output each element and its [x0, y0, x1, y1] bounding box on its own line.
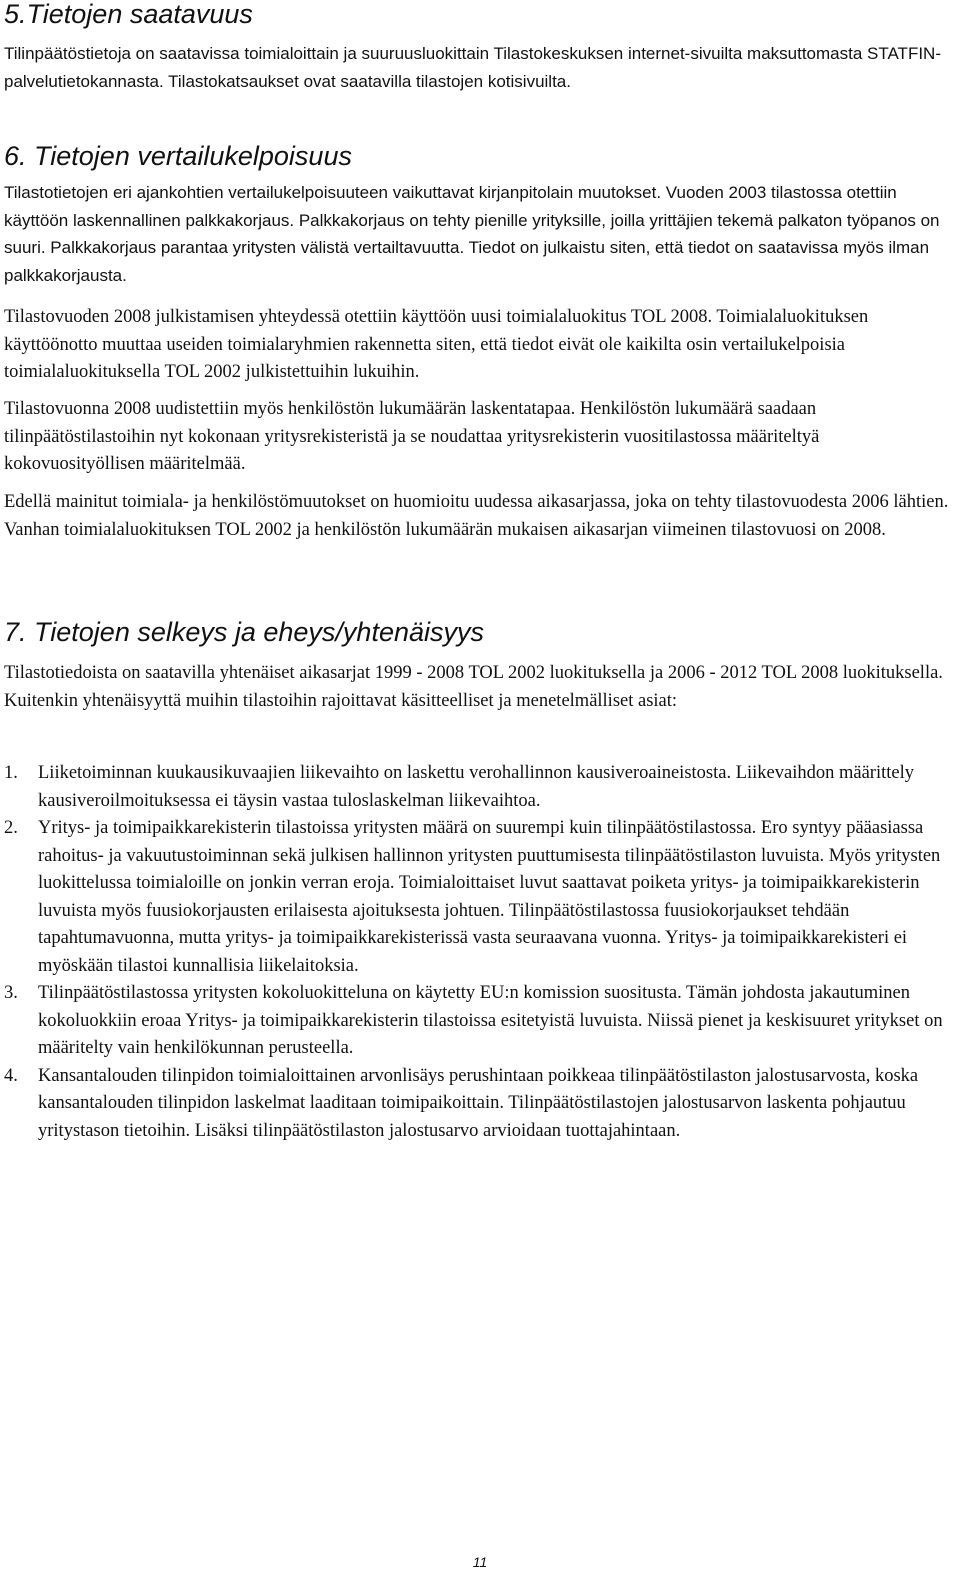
list-item-number: 2. [4, 818, 18, 838]
section-6-paragraph-2: Tilastovuoden 2008 julkistamisen yhteydessä otettiin käyttöön uusi toimialaluokitus TOL 2008. Toimialaluokituksen käyttöönotto muuttaa useiden toimialaryhmien rakennetta siten, että tiedot eivät ole kaikilta osin vertailukelpoisia toimialaluokituksella TOL 2002 julkistettuihin lukuihin. [4, 307, 869, 382]
section-5-paragraph: Tilinpäätöstietoja on saatavissa toimialoittain ja suuruusluokittain Tilastokeskuksen internet-sivuilta maksuttomasta STATFIN-palvelutietokannasta. Tilastokatsaukset ovat saatavilla tilastojen kotisivuilta. [4, 44, 941, 91]
list-item-number: 4. [4, 1065, 18, 1086]
comparability-issues-list [4, 760, 956, 1145]
page-number: 11 [472, 1554, 488, 1570]
list-item-number: 1. [4, 763, 18, 783]
list-item-text: Kansantalouden tilinpidon toimialoittainen arvonlisäys perushintaan poikkeaa tilinpäätöstilaston jalostusarvosta, koska kansantalouden tilinpidon laskelmat laaditaan toimipaikoittain. Tilinpäätöstilastojen jalostusarvon laskenta pohjautuu yritystason tietoihin. Lisäksi tilinpäätöstilaston jalostusarvo arvioidaan tuottajahintaan. [38, 1065, 919, 1141]
section-6-paragraph-1: Tilastotietojen eri ajankohtien vertailukelpoisuuteen vaikuttavat kirjanpitolain muutokset. Vuoden 2003 tilastossa otettiin käyttöön laskennallinen palkkakorjaus. Palkkakorjaus on tehty pienille yrityksille, joilla yrittäjien tekemä palkaton työpanos on suuri. Palkkakorjaus parantaa yritysten välistä vertailtavuutta. Tiedot on julkaistu siten, että tiedot on saatavissa myös ilman palkkakorjausta. [4, 183, 940, 285]
list-item [4, 815, 956, 980]
list-item-text: Tilinpäätöstilastossa yritysten kokoluokitteluna on käytetty EU:n komission suositusta. Tämän johdosta jakautuminen kokoluokkiin eroaa Yritys- ja toimipaikkarekisterin tilastoissa esitetyistä luvuista. Niissä pienet ja keskisuuret yritykset on määritelty vain henkilökunnan perusteella. [38, 983, 943, 1058]
section-6-paragraph-4: Edellä mainitut toimiala- ja henkilöstömuutokset on huomioitu uudessa aikasarjassa, joka on tehty tilastovuodesta 2006 lähtien. Vanhan toimialaluokituksen TOL 2002 ja henkilöstön lukumäärän mukaisen aikasarjan viimeinen tilastovuosi on 2008. [4, 492, 949, 540]
list-item [4, 1063, 956, 1146]
section-7-heading: 7. Tietojen selkeys ja eheys/yhtenäisyys [4, 617, 485, 647]
list-item [4, 980, 956, 1063]
section-7-intro: Tilastotiedoista on saatavilla yhtenäiset aikasarjat 1999 - 2008 TOL 2002 luokituksella ja 2006 - 2012 TOL 2008 luokituksella. Kuitenkin yhtenäisyyttä muihin tilastoihin rajoittavat käsitteelliset ja menetelmälliset asiat: [4, 663, 943, 711]
list-item [4, 760, 956, 815]
section-6-paragraph-3: Tilastovuonna 2008 uudistettiin myös henkilöstön lukumäärän laskentatapaa. Henkilöstön lukumäärä saadaan tilinpäätöstilastoihin nyt kokonaan yritysrekisteristä ja se noudattaa yritysrekisterin vuositilastossa määriteltyä kokovuosityöllisen määritelmää. [4, 399, 820, 474]
section-5-heading: 5.Tietojen saatavuus [4, 0, 253, 29]
list-item-number: 3. [4, 983, 18, 1003]
section-6-heading: 6. Tietojen vertailukelpoisuus [4, 141, 352, 171]
list-item-text: Liiketoiminnan kuukausikuvaajien liikevaihto on laskettu verohallinnon kausiveroaineistosta. Liikevaihdon määrittely kausiveroilmoituksessa ei täysin vastaa tuloslaskelman liikevaihtoa. [38, 763, 914, 811]
list-item-text: Yritys- ja toimipaikkarekisterin tilastoissa yritysten määrä on suurempi kuin tilinpäätöstilastossa. Ero syntyy pääasiassa rahoitus- ja vakuutustoiminnan sekä julkisen hallinnon yritysten puuttumisesta tilinpäätöstilaston luvuista. Myös yritysten luokittelussa toimialoille on jonkin verran eroja. Toimialoittaiset luvut saattavat poiketa yritys- ja toimipaikkarekisterin luvuista myös fuusiokorjausten erilaisesta ajoituksesta johtuen. Tilinpäätöstilastossa fuusiokorjaukset tehdään tapahtumavuonna, mutta yritys- ja toimipaikkarekisterissä vasta seuraavana vuonna. Yritys- ja toimipaikkarekisteri ei myöskään tilastoi kunnallisia liikelaitoksia. [38, 818, 941, 976]
